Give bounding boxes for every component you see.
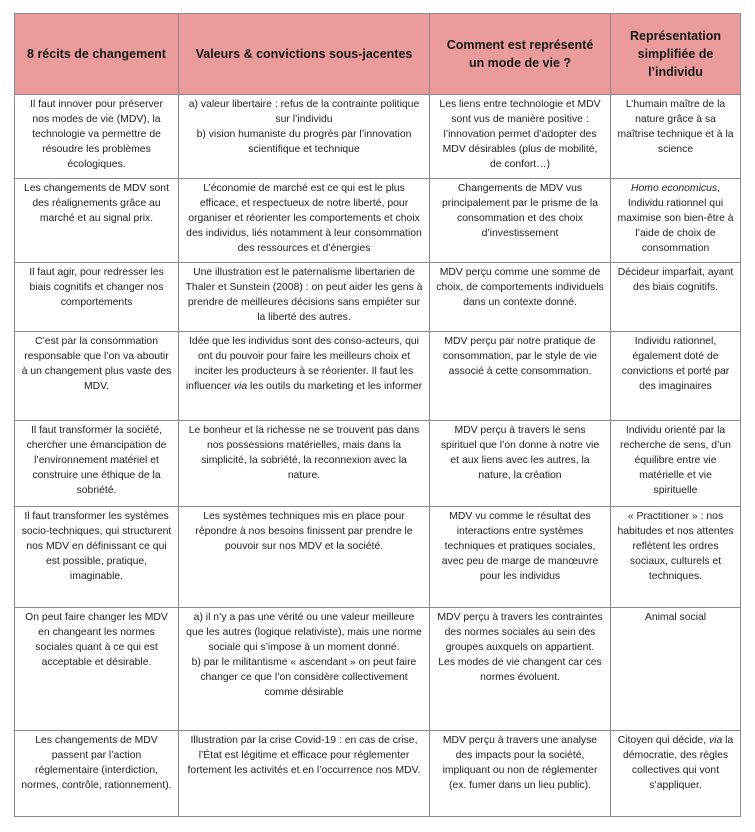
cell-mode-de-vie	[430, 608, 611, 731]
cell-text: Individu orienté par la recherche de sens, d’un équilibre entre vie matérielle et vie spirituelle	[620, 425, 731, 496]
header-recits: 8 récits de changement	[15, 14, 179, 95]
cell-individu	[611, 507, 741, 608]
narratives-table	[14, 13, 741, 817]
cell-text: Individu rationnel, également doté de convictions et porté par des imaginaires	[621, 336, 730, 392]
cell-text: Les systèmes techniques mis en place pour répondre à nos besoins finissent par prendre le pouvoir sur nos MDV et la société.	[195, 511, 413, 552]
table-row	[15, 95, 741, 179]
cell-valeurs	[179, 263, 430, 332]
cell-recit	[15, 332, 179, 421]
cell-text: b) par le militantisme « ascendant » on peut faire changer ce que l’on considère collectivement comme désirable	[191, 657, 417, 698]
cell-mode-de-vie	[430, 507, 611, 608]
cell-text: Changements de MDV vus principalement par le prisme de la consommation et des choix d’investissement	[442, 183, 598, 239]
cell-text: b) vision humaniste du progrès par l’innovation scientifique et technique	[196, 129, 412, 155]
cell-mode-de-vie	[430, 179, 611, 263]
cell-text: MDV vu comme le résultat des interactions entre systèmes techniques et pratiques sociales, avec peu de marge de manœuvre pour les individus	[441, 511, 599, 582]
cell-text: Idée que les individus sont des conso-acteurs, qui ont du pouvoir pour faire les meilleurs choix et inciter les producteurs à se réorienter. Il faut les influencer	[185, 336, 419, 392]
cell-text: Une illustration est le paternalisme libertarien de Thaler et Sunstein (2008) : on peut aider les gens à prendre de meilleures décisions sans empiéter sur la liberté des autres.	[185, 267, 423, 323]
italic-term: Homo economicus	[631, 183, 718, 194]
italic-term: via	[708, 735, 723, 746]
cell-text: Les changements de MDV sont des réalignements grâce au marché et au signal prix.	[24, 183, 169, 224]
cell-individu	[611, 332, 741, 421]
cell-text: Il faut innover pour préserver nos modes de vie (MDV), la technologie va permettre de résoudre les problèmes écologiques.	[30, 99, 163, 170]
cell-text: Le bonheur et la richesse ne se trouvent pas dans nos possessions matérielles, mais dans la simplicité, la sobriété, la reconnexion avec la nature.	[188, 425, 420, 481]
header-mode-de-vie: Comment est représenté un mode de vie ?	[430, 14, 611, 95]
table-row	[15, 731, 741, 817]
cell-text: MDV perçu à travers les contraintes des normes sociales au sein des groupes auxquels on appartient. Les modes de vie changent car ces normes évoluent.	[437, 612, 603, 683]
cell-recit	[15, 608, 179, 731]
header-row	[15, 14, 741, 95]
cell-recit	[15, 179, 179, 263]
cell-recit	[15, 263, 179, 332]
cell-mode-de-vie	[430, 263, 611, 332]
table-row	[15, 179, 741, 263]
cell-valeurs	[179, 95, 430, 179]
cell-text: Il faut agir, pour redresser les biais cognitifs et changer nos comportements	[29, 267, 164, 308]
cell-valeurs	[179, 332, 430, 421]
cell-mode-de-vie	[430, 332, 611, 421]
cell-text: MDV perçu par notre pratique de consommation, par le style de vie associé à cette consommation.	[442, 336, 598, 377]
cell-recit	[15, 421, 179, 507]
cell-recit	[15, 95, 179, 179]
cell-text: On peut faire changer les MDV en changeant les normes sociales quant à ce qui est acceptable et désirable.	[25, 612, 168, 668]
cell-mode-de-vie	[430, 421, 611, 507]
cell-valeurs	[179, 179, 430, 263]
cell-text: L’économie de marché est ce qui est le plus efficace, et respectueux de notre liberté, pour organiser et réorienter les comportements et choix des individus, liés notamment à leur consommation des ressources et d’énergies	[186, 183, 422, 254]
cell-valeurs	[179, 731, 430, 817]
cell-text: Citoyen qui décide,	[617, 735, 709, 746]
cell-text: la démocratie, des règles collectives qui vont s’appliquer.	[622, 735, 734, 791]
cell-recit	[15, 507, 179, 608]
cell-text: Animal social	[644, 612, 707, 623]
table-row	[15, 421, 741, 507]
cell-text: « Practitioner » : nos habitudes et nos attentes reflètent les ordres sociaux, culturels et techniques.	[617, 511, 734, 582]
cell-text: les outils du marketing et les informer	[247, 381, 423, 392]
cell-text: Illustration par la crise Covid-19 : en cas de crise, l’État est légitime et efficace pour réglementer fortement les activités et en l’occurrence nos MDV.	[187, 735, 421, 776]
table-row	[15, 263, 741, 332]
cell-text: , Individu rationnel qui maximise son bien-être à l’aide de choix de consommation	[617, 183, 734, 254]
italic-term: via	[233, 381, 248, 392]
cell-text: a) valeur libertaire : refus de la contrainte politique sur l’individu	[188, 99, 420, 125]
cell-individu	[611, 95, 741, 179]
cell-text: C’est par la consommation responsable que l’on va aboutir à un changement plus vaste des MDV.	[21, 336, 172, 392]
cell-individu	[611, 421, 741, 507]
cell-mode-de-vie	[430, 95, 611, 179]
cell-valeurs	[179, 421, 430, 507]
header-individu: Représentation simplifiée de l’individu	[611, 14, 741, 95]
table-row	[15, 332, 741, 421]
cell-recit	[15, 731, 179, 817]
cell-text: Il faut transformer la société, chercher une émancipation de l’environnement matériel et construire une éthique de la sobriété.	[26, 425, 167, 496]
cell-text: MDV perçu à travers le sens spirituel que l’on donne à notre vie et aux liens avec les autres, la nature, la création	[440, 425, 600, 481]
table-row	[15, 507, 741, 608]
cell-text	[617, 183, 733, 254]
cell-text: MDV perçu à travers une analyse des impacts pour la société, impliquant ou non de réglementer (ex. fumer dans un lieu public).	[442, 735, 598, 791]
cell-text: Il faut transformer les systèmes socio-techniques, qui structurent nos MDV en définissant ce qui est possible, pratique, imaginable.	[21, 511, 172, 582]
cell-text: Les changements de MDV passent par l’action réglementaire (interdiction, normes, contrôle, rationnement).	[21, 735, 172, 791]
cell-text: Les liens entre technologie et MDV sont vus de manière positive : l’innovation permet d’adopter des MDV désirables (plus de mobilité, de confort…)	[439, 99, 601, 170]
cell-individu	[611, 608, 741, 731]
cell-text: L’humain maître de la nature grâce à sa maîtrise technique et à la science	[617, 99, 734, 155]
header-valeurs: Valeurs & convictions sous-jacentes	[179, 14, 430, 95]
cell-individu	[611, 179, 741, 263]
cell-mode-de-vie	[430, 731, 611, 817]
cell-valeurs	[179, 608, 430, 731]
cell-individu	[611, 731, 741, 817]
cell-text: a) il n’y a pas une vérité ou une valeur meilleure que les autres (logique relativiste), mais une norme sociale qui s’impose à un moment donné.	[186, 612, 422, 653]
table-row	[15, 608, 741, 731]
cell-individu	[611, 263, 741, 332]
cell-text: Décideur imparfait, ayant des biais cognitifs.	[617, 267, 734, 293]
cell-valeurs	[179, 507, 430, 608]
cell-text: MDV perçu comme une somme de choix, de comportements individuels dans un contexte donné.	[436, 267, 604, 308]
